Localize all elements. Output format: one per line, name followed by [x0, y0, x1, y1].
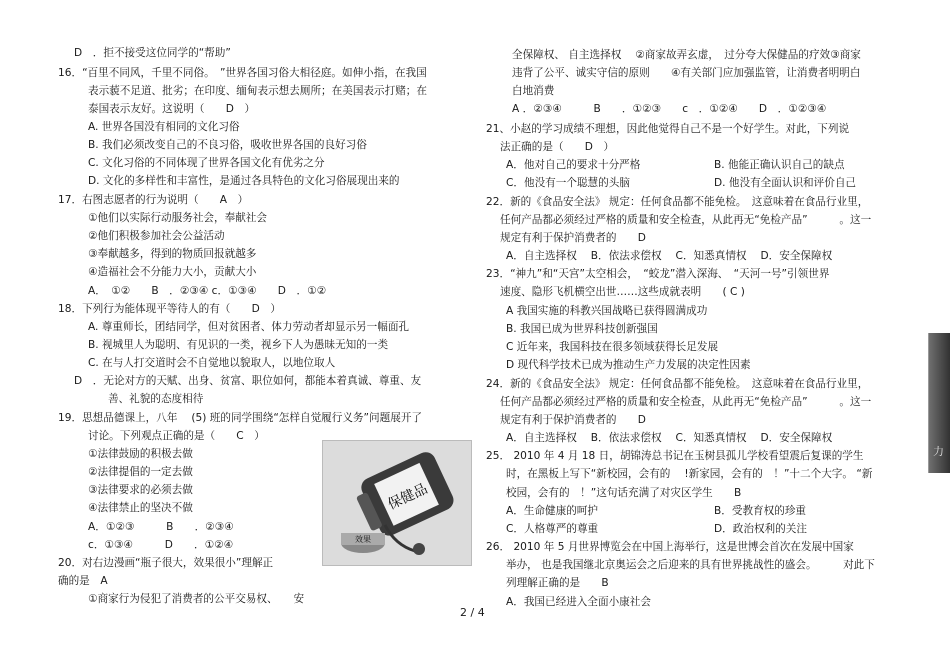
text-line: D ．拒不接受这位同学的“帮助” — [74, 47, 231, 59]
text-line: ②他们积极参加社会公益活动 — [88, 230, 225, 242]
text-line: 违背了公平、诚实守信的原则 ④有关部门应加强监管，让消费者明明白 — [512, 67, 861, 79]
option-d: D. 文化的多样性和丰富性，是通过各具特色的文化习俗展现出来的 — [88, 175, 400, 187]
text-line: 任何产品都必须经过严格的质量和安全检查，从此再无“免检产品” 。这一 — [500, 214, 872, 226]
option-b: B. 他能正确认识自己的缺点 — [714, 159, 845, 171]
question-26: 26． 2010 年 5 月世界博览会在中国上海举行，这是世博会首次在发展中国家 — [486, 541, 854, 553]
text-line: 泰国表示友好。这说明（ D ） — [88, 103, 256, 115]
text-line: ②法律提倡的一定去做 — [88, 466, 193, 478]
answer-options: c．①③④ D ．①②④ — [88, 539, 234, 551]
question-19: 19．思想品德课上，八年 (5) 班的同学围绕“怎样自觉履行义务”问题展开了 — [58, 412, 423, 424]
cartoon-illustration — [322, 440, 472, 566]
option-a: A. 世界各国没有相同的文化习俗 — [88, 121, 240, 133]
text-line: 规定有利于保护消费者的 D — [500, 232, 646, 244]
option-c: C. 文化习俗的不同体现了世界各国文化有优劣之分 — [88, 157, 325, 169]
question-22: 22．新的《食品安全法》 规定：任何食品都不能免检。 这意味着在食品行业里， — [486, 196, 869, 208]
text-line: 时，在黑板上写下“新校园，会有的 !新家园，会有的 ！”十二个大字。 “新 — [506, 468, 873, 480]
question-24: 24．新的《食品安全法》 规定：任何食品都不能免检。 这意味着在食品行业里， — [486, 378, 869, 390]
option-a: A．他对自己的要求十分严格 — [506, 159, 641, 171]
text-line: 确的是 A — [58, 575, 108, 587]
question-16: 16．“百里不同风，千里不同俗。 ”世界各国习俗大相径庭。如伸小指，在我国 — [58, 67, 427, 79]
option-c: C. 在与人打交道时会不自觉地以貌取人，以地位取人 — [88, 357, 336, 369]
option-a: A．我国已经进入全面小康社会 — [506, 596, 651, 608]
option-c: C 近年来，我国科技在很多领域获得长足发展 — [506, 341, 719, 353]
text-line: 任何产品都必须经过严格的质量和安全检查，从此再无“免检产品” 。这一 — [500, 396, 872, 408]
answer-options: A ．②③④ B ．①②③ c ．①②④ D ．①②③④ — [512, 103, 827, 115]
bottle-label: 保健品 — [385, 480, 431, 514]
option-a: A 我国实施的科教兴国战略已获得圆满成功 — [506, 305, 708, 317]
option-d: D ．无论对方的天赋、出身、贫富、职位如何，都能本着真诚、尊重、友 — [74, 375, 422, 387]
box-label: 效果 — [355, 535, 371, 544]
text-line: 讨论。下列观点正确的是（ C ） — [88, 430, 265, 442]
option-d: D. 他没有全面认识和评价自己 — [714, 177, 857, 189]
edge-photo-fragment — [928, 333, 950, 473]
answer-options: A． ①② B ．②③④ c．①③④ D ．①② — [88, 285, 327, 297]
text-line: 全保障权、 自主选择权 ②商家故弄玄虚， 过分夸大保健品的疗效③商家 — [512, 49, 861, 61]
option-b: B. 视城里人为聪明、有见识的一类，视乡下人为愚昧无知的一类 — [88, 339, 389, 351]
text-line: ①商家行为侵犯了消费者的公平交易权、 安 — [88, 593, 305, 605]
text-line: ④法律禁止的坚决不做 — [88, 502, 193, 514]
text-line: 善、礼貌的态度相待 — [108, 393, 204, 405]
question-23: 23．“神九”和“天宫”太空相会， “蛟龙”潜入深海、 “天河一号”引领世界 — [486, 268, 830, 280]
answer-options: A．①②③ B ．②③④ — [88, 521, 234, 533]
text-line: 校园，会有的 ！”这句话充满了对灾区学生 B — [506, 487, 742, 499]
text-line: ③奉献越多，得到的物质回报就越多 — [88, 248, 257, 260]
question-20: 20．对右边漫画“瓶子很大，效果很小”理解正 — [58, 557, 274, 569]
text-line: ①他们以实际行动服务社会，奉献社会 — [88, 212, 267, 224]
option-c: C．他没有一个聪慧的头脑 — [506, 177, 630, 189]
option-d: D 现代科学技术已成为推动生产力发展的决定性因素 — [506, 359, 751, 371]
edge-glyph: 力 — [933, 445, 944, 458]
cartoon-svg — [323, 441, 471, 565]
text-line: 列理解正确的是 B — [506, 577, 609, 589]
option-b: B. 我们必须改变自己的不良习俗，吸收世界各国的良好习俗 — [88, 139, 367, 151]
option-d: D．政治权利的关注 — [714, 523, 807, 535]
text-line: ③法律要求的必须去做 — [88, 484, 193, 496]
answer-options: A．自主选择权 B．依法求偿权 C．知悉真情权 D．安全保障权 — [506, 432, 833, 444]
text-line: 法正确的是（ D ） — [500, 141, 615, 153]
question-17: 17．右图志愿者的行为说明（ A ） — [58, 194, 249, 206]
option-b: B．受教育权的珍重 — [714, 505, 807, 517]
text-line: ①法律鼓励的积极去做 — [88, 448, 193, 460]
text-line: 速度、隐形飞机横空出世……这些成就表明 ( C ) — [500, 286, 745, 298]
question-21: 21、小赵的学习成绩不理想，因此他觉得自己不是一个好学生。对此，下列说 — [486, 123, 850, 135]
text-line: 规定有利于保护消费者的 D — [500, 414, 646, 426]
option-a: A. 尊重师长，团结同学，但对贫困者、体力劳动者却显示另一幅面孔 — [88, 321, 410, 333]
text-line: 表示藐不足道、批劣；在印度、缅甸表示想去厕所；在美国表示打赌；在 — [88, 85, 427, 97]
question-18: 18．下列行为能体现平等待人的有（ D ） — [58, 303, 281, 315]
answer-options: A．自主选择权 B．依法求偿权 C．知悉真情权 D．安全保障权 — [506, 250, 833, 262]
question-25: 25． 2010 年 4 月 18 日，胡锦涛总书记在玉树县孤儿学校看望震后复课的学生 — [486, 450, 864, 462]
text-line: 举办， 也是我国继北京奥运会之后迎来的具有世界挑战性的盛会。 对此下 — [506, 559, 875, 571]
option-b: B. 我国已成为世界科技创新强国 — [506, 323, 658, 335]
text-line: 白地消费 — [512, 85, 555, 97]
page-number: 2 / 4 — [460, 606, 485, 619]
option-c: C．人格尊严的尊重 — [506, 523, 599, 535]
text-line: ④造福社会不分能力大小，贡献大小 — [88, 266, 257, 278]
option-a: A．生命健康的呵护 — [506, 505, 598, 517]
